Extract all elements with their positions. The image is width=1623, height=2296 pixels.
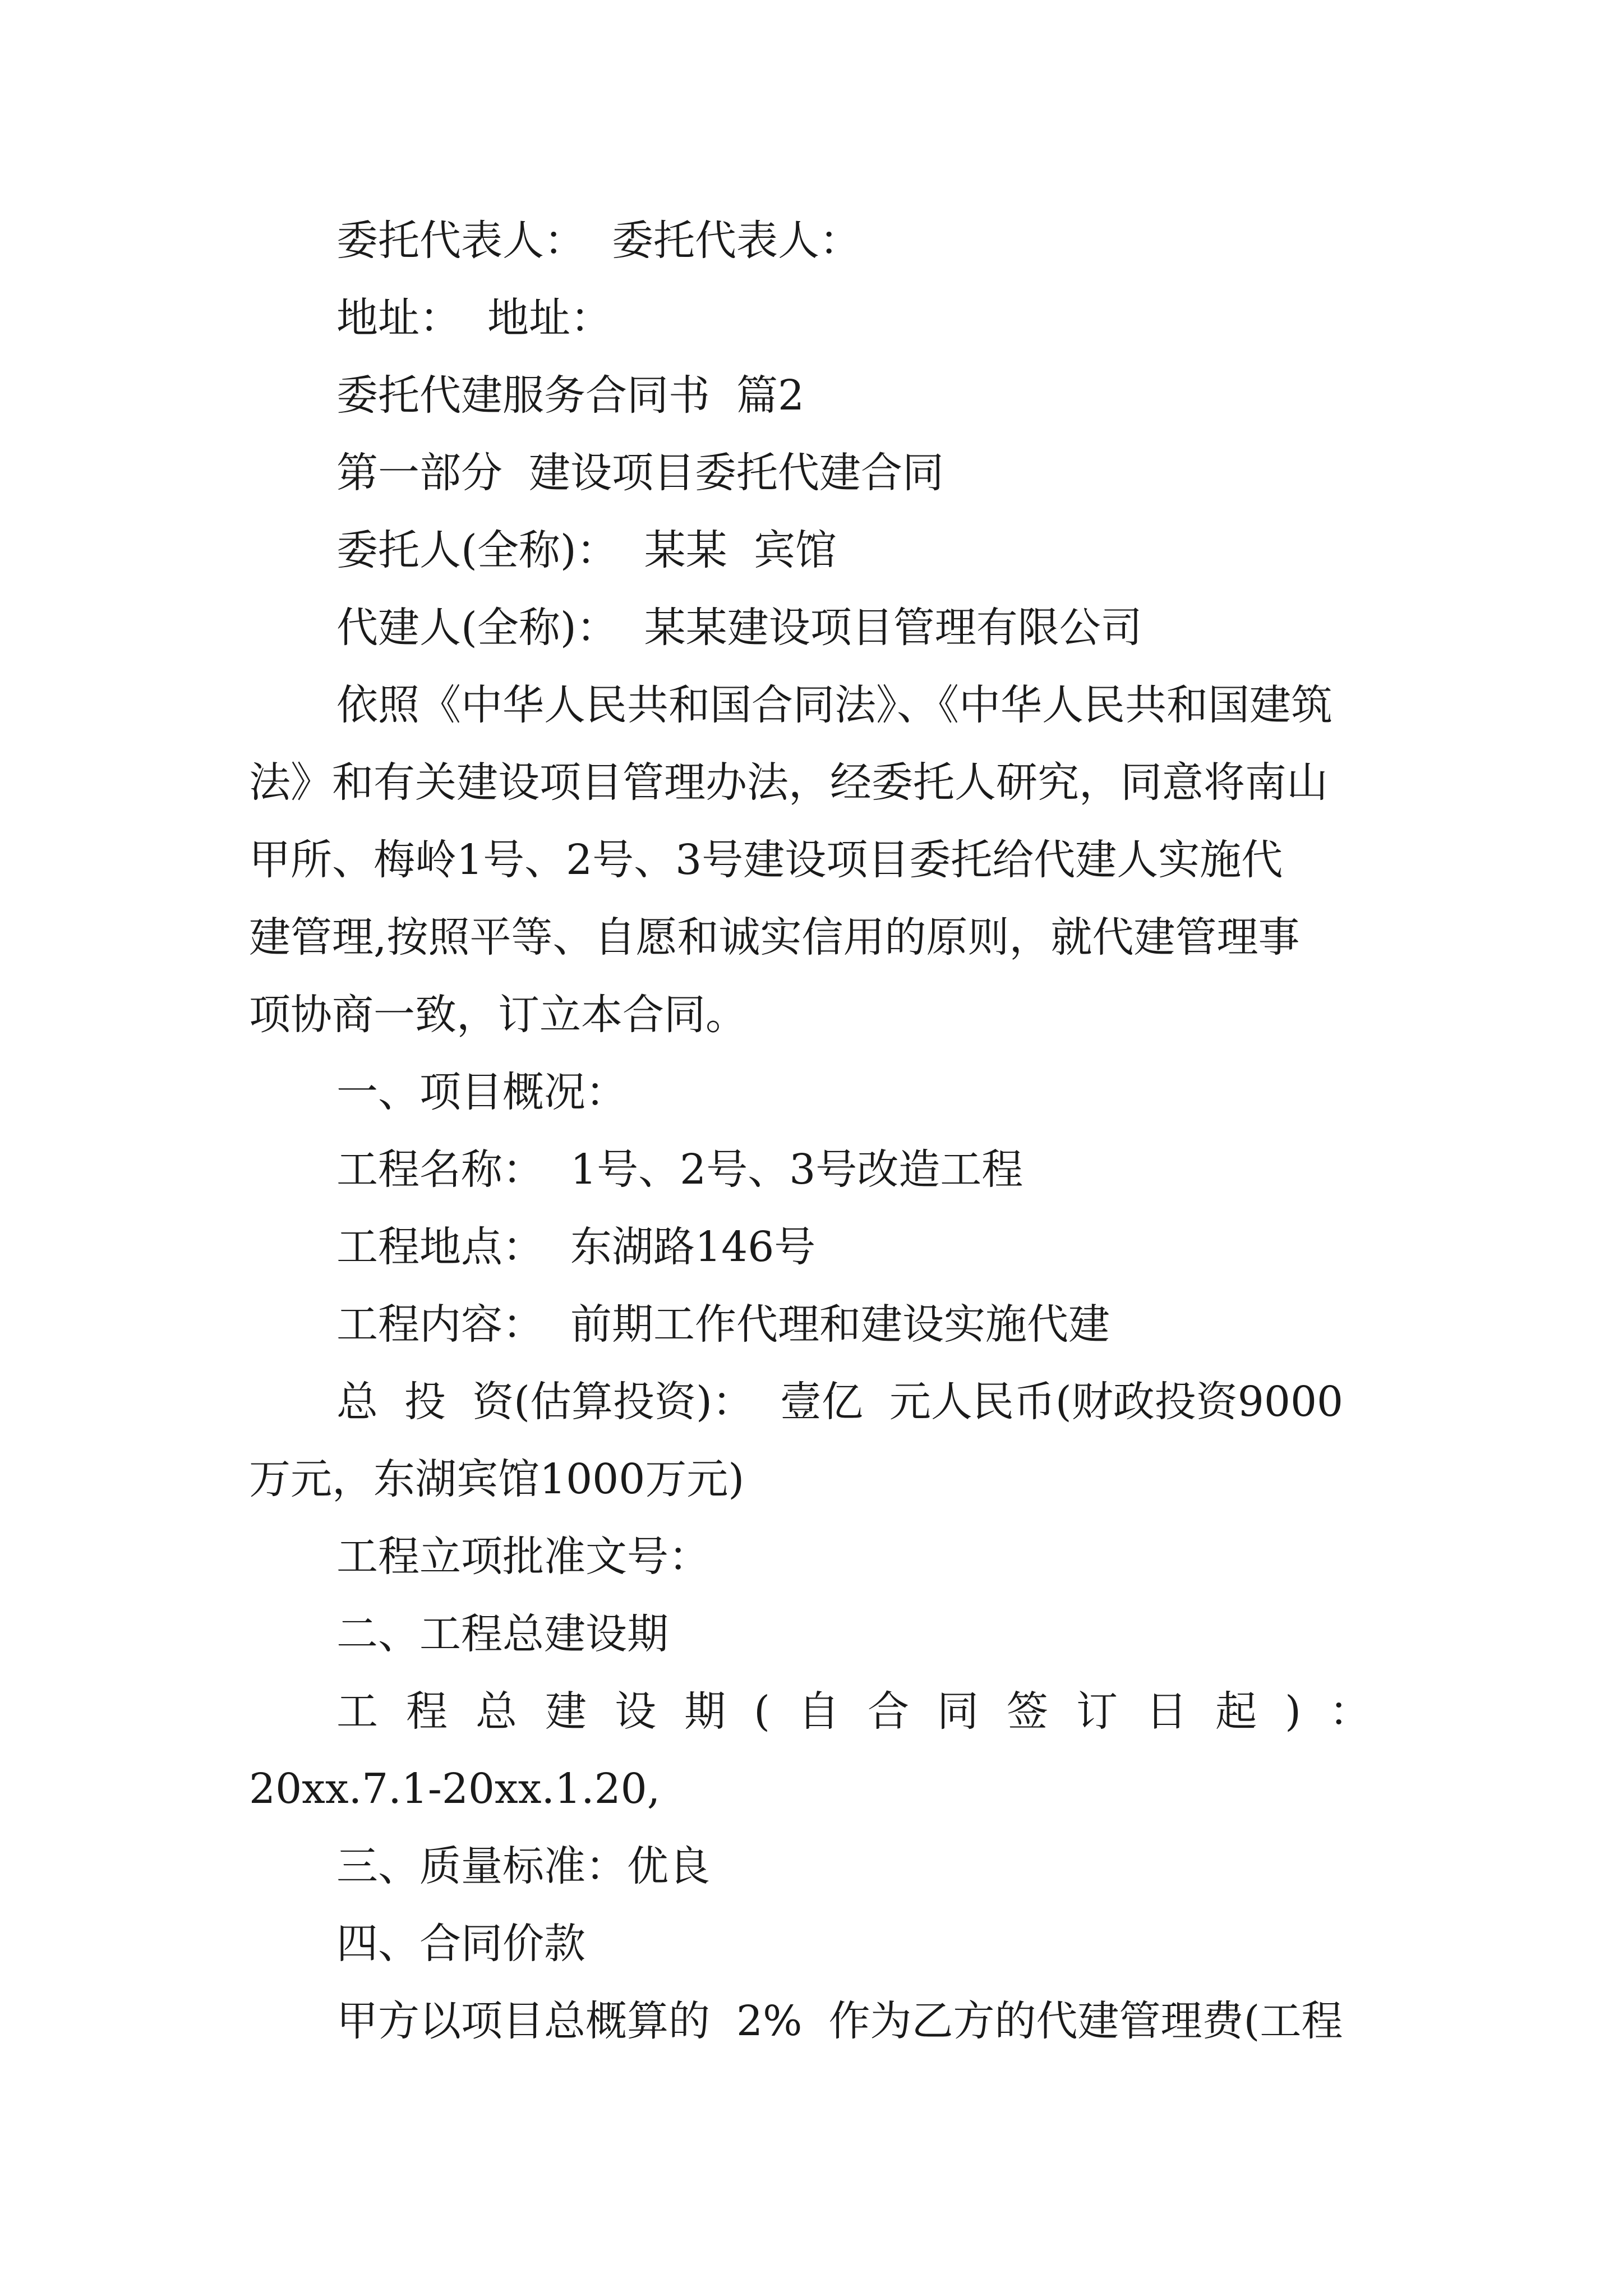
text-line: 委托代表人： 委托代表人： [336, 217, 861, 265]
text-line: 工程地点： 东湖路146号 [336, 1223, 816, 1271]
paragraph-line: 甲所、梅岭1号、2号、3号建设项目委托给代建人实施代 [249, 836, 1283, 884]
text-line: 工程内容： 前期工作代理和建设实施代建 [336, 1300, 1110, 1349]
text-line: 委托人(全称)： 某某 宾馆 [336, 526, 837, 574]
section-heading: 一、项目概况： [336, 1068, 627, 1116]
section-heading: 四、合同价款 [336, 1920, 585, 1968]
paragraph-line: 项协商一致，订立本合同。 [249, 991, 747, 1039]
section-heading: 第一部分 建设项目委托代建合同 [336, 449, 944, 497]
paragraph-line: 万元，东湖宾馆1000万元) [249, 1455, 745, 1503]
paragraph-line: 总 投 资(估算投资)： 壹亿 元人民币(财政投资9000 [336, 1378, 1344, 1426]
paragraph-line: 建管理,按照平等、自愿和诚实信用的原则，就代建管理事 [249, 913, 1300, 961]
text-line: 代建人(全称)： 某某建设项目管理有限公司 [336, 604, 1142, 652]
paragraph-line: 依照《中华人民共和国合同法》、《中华人民共和国建筑 [336, 681, 1332, 729]
text-line: 地址： 地址： [336, 294, 612, 342]
text-line: 工程立项批准文号： [336, 1533, 710, 1581]
paragraph-line: 法》和有关建设项目管理办法，经委托人研究，同意将南山 [249, 758, 1328, 807]
section-heading: 二、工程总建设期 [336, 1610, 668, 1658]
section-heading: 委托代建服务合同书 篇2 [336, 371, 805, 420]
paragraph-line: 20xx.7.1-20xx.1.20, [249, 1765, 661, 1813]
section-heading: 三、质量标准：优良 [336, 1842, 710, 1890]
paragraph-line: 工程总建设期(自合同签订日起)： [336, 1687, 1375, 1736]
text-line: 工程名称： 1号、2号、3号改造工程 [336, 1145, 1023, 1194]
paragraph-line: 甲方以项目总概算的 2% 作为乙方的代建管理费(工程 [336, 1997, 1343, 2045]
